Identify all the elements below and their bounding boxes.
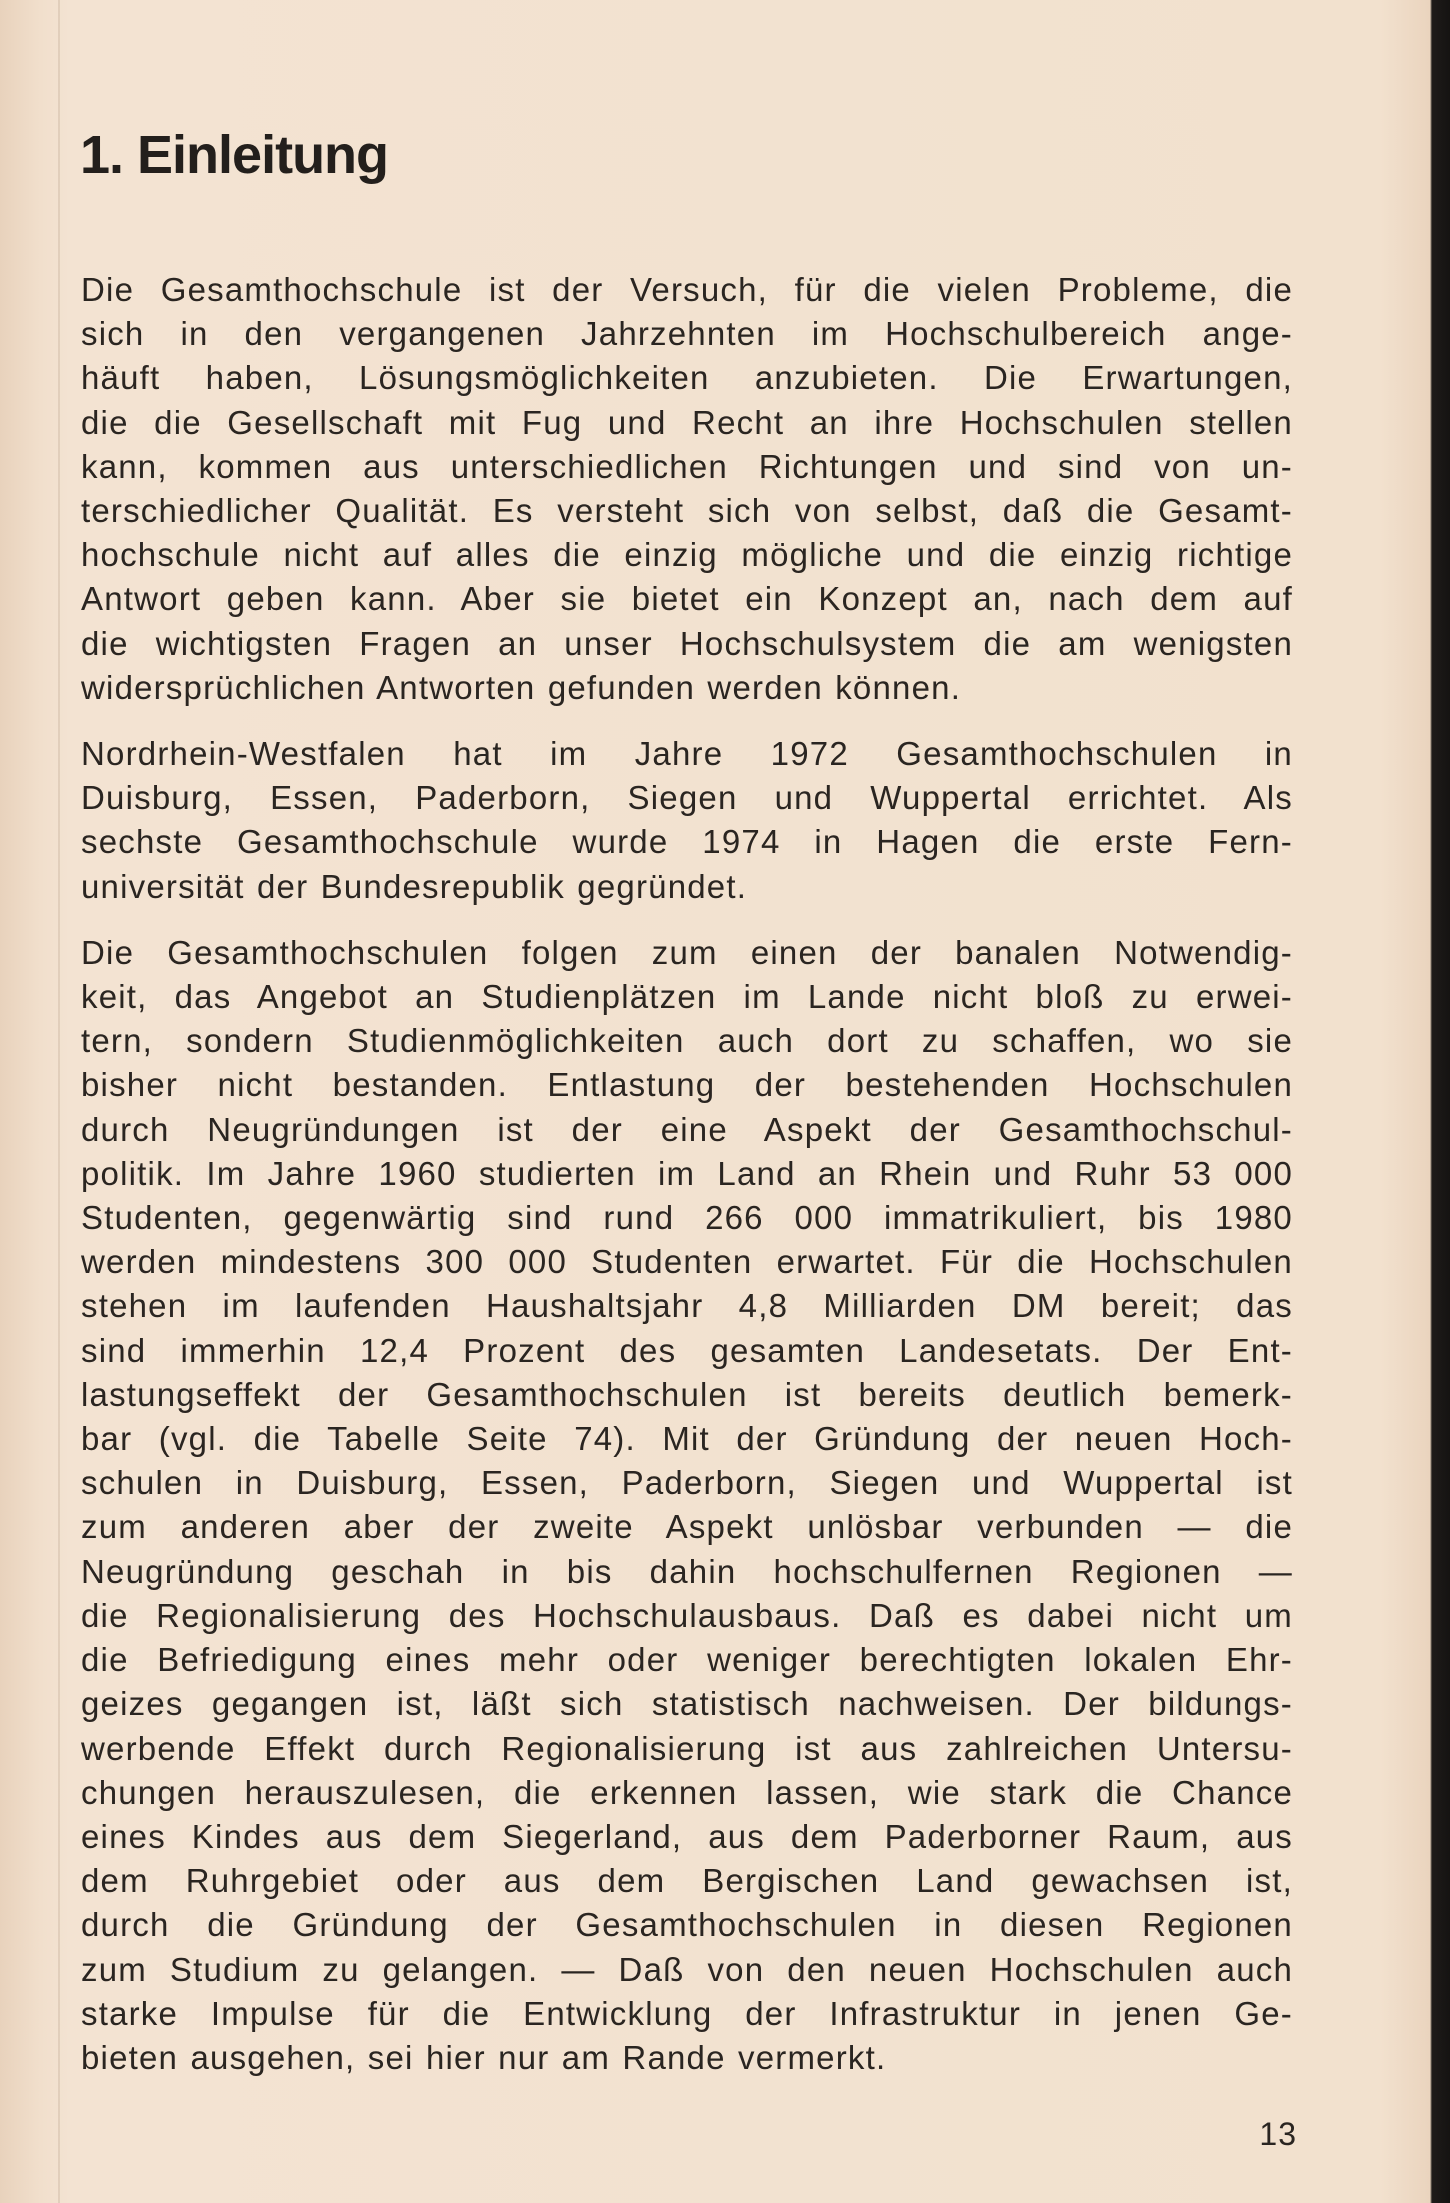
text-line: Die Gesamthochschule ist der Versuch, für die vielen Probleme, die <box>81 271 1293 308</box>
text-line: Nordrhein-Westfalen hat im Jahre 1972 Gesamthochschulen in <box>81 735 1293 773</box>
text-line: die die Gesellschaft mit Fug und Recht an ihre Hochschulen stellen <box>81 403 1293 441</box>
text-line: starke Impulse für die Entwicklung der Infrastruktur in jenen Ge- <box>81 1994 1293 2032</box>
text-line: bar (vgl. die Tabelle Seite 74). Mit der Gründung der neuen Hoch- <box>81 1420 1293 1458</box>
text-line: zum Studium zu gelangen. — Daß von den neuen Hochschulen auch <box>81 1950 1293 1988</box>
text-line: dem Ruhrgebiet oder aus dem Bergischen Land gewachsen ist, <box>81 1862 1293 1900</box>
text-line: geizes gegangen ist, läßt sich statistisch nachweisen. Der bildungs- <box>81 1685 1293 1723</box>
text-line: bisher nicht bestanden. Entlastung der bestehenden Hochschulen <box>81 1066 1293 1104</box>
text-line: die wichtigsten Fragen an unser Hochschulsystem die am wenigsten <box>81 624 1293 662</box>
text-line: bieten ausgehen, sei hier nur am Rande vermerkt. <box>81 2038 887 2076</box>
body-text <box>81 268 1293 2102</box>
text-line: zum anderen aber der zweite Aspekt unlösbar verbunden — die <box>81 1508 1293 1546</box>
text-line: sind immerhin 12,4 Prozent des gesamten Landesetats. Der Ent- <box>81 1331 1293 1369</box>
text-line: tern, sondern Studienmöglichkeiten auch dort zu schaffen, wo sie <box>81 1022 1293 1060</box>
text-line: werden mindestens 300 000 Studenten erwartet. Für die Hochschulen <box>81 1243 1293 1281</box>
text-line: universität der Bundesrepublik gegründet. <box>81 867 748 905</box>
binding-gutter <box>58 0 60 2203</box>
text-line: Neugründung geschah in bis dahin hochschulfernen Regionen — <box>81 1552 1293 1590</box>
text-line: kann, kommen aus unterschiedlichen Richtungen und sind von un- <box>81 447 1293 485</box>
text-line: widersprüchlichen Antworten gefunden werden können. <box>81 668 962 706</box>
text-line: politik. Im Jahre 1960 studierten im Land an Rhein und Ruhr 53 000 <box>81 1154 1293 1192</box>
text-line: Antwort geben kann. Aber sie bietet ein Konzept an, nach dem auf <box>81 580 1293 618</box>
text-line: terschiedlicher Qualität. Es versteht sich von selbst, daß die Gesamt- <box>81 492 1293 530</box>
text-line: stehen im laufenden Haushaltsjahr 4,8 Milliarden DM bereit; das <box>81 1287 1293 1325</box>
text-line: sechste Gesamthochschule wurde 1974 in Hagen die erste Fern- <box>81 823 1293 861</box>
page-number: 13 <box>1259 2116 1297 2152</box>
paragraph-3 <box>81 931 1293 2080</box>
text-line: keit, das Angebot an Studienplätzen im Lande nicht bloß zu erwei- <box>81 978 1293 1016</box>
text-line: sich in den vergangenen Jahrzehnten im Hochschulbereich ange- <box>81 315 1293 353</box>
text-line: Duisburg, Essen, Paderborn, Siegen und Wuppertal errichtet. Als <box>81 779 1293 817</box>
text-line: die Regionalisierung des Hochschulausbaus. Daß es dabei nicht um <box>81 1596 1293 1634</box>
text-line: häuft haben, Lösungsmöglichkeiten anzubieten. Die Erwartungen, <box>81 359 1293 397</box>
chapter-heading: 1. Einleitung <box>80 125 389 185</box>
text-line: lastungseffekt der Gesamthochschulen ist bereits deutlich bemerk- <box>81 1375 1293 1413</box>
paragraph-2 <box>81 732 1293 909</box>
text-line: werbende Effekt durch Regionalisierung ist aus zahlreichen Untersu- <box>81 1729 1293 1767</box>
text-line: durch Neugründungen ist der eine Aspekt der Gesamthochschul- <box>81 1110 1293 1148</box>
text-line: Die Gesamthochschulen folgen zum einen der banalen Notwendig- <box>81 933 1293 971</box>
text-line: schulen in Duisburg, Essen, Paderborn, Siegen und Wuppertal ist <box>81 1464 1293 1502</box>
text-line: chungen herauszulesen, die erkennen lassen, wie stark die Chance <box>81 1773 1293 1811</box>
text-line: hochschule nicht auf alles die einzig mögliche und die einzig richtige <box>81 536 1293 574</box>
text-line: Studenten, gegenwärtig sind rund 266 000 immatrikuliert, bis 1980 <box>81 1199 1293 1237</box>
text-line: durch die Gründung der Gesamthochschulen in diesen Regionen <box>81 1906 1293 1944</box>
text-line: die Befriedigung eines mehr oder weniger berechtigten lokalen Ehr- <box>81 1641 1293 1679</box>
text-line: eines Kindes aus dem Siegerland, aus dem Paderborner Raum, aus <box>81 1817 1293 1855</box>
paragraph-1 <box>81 268 1293 710</box>
